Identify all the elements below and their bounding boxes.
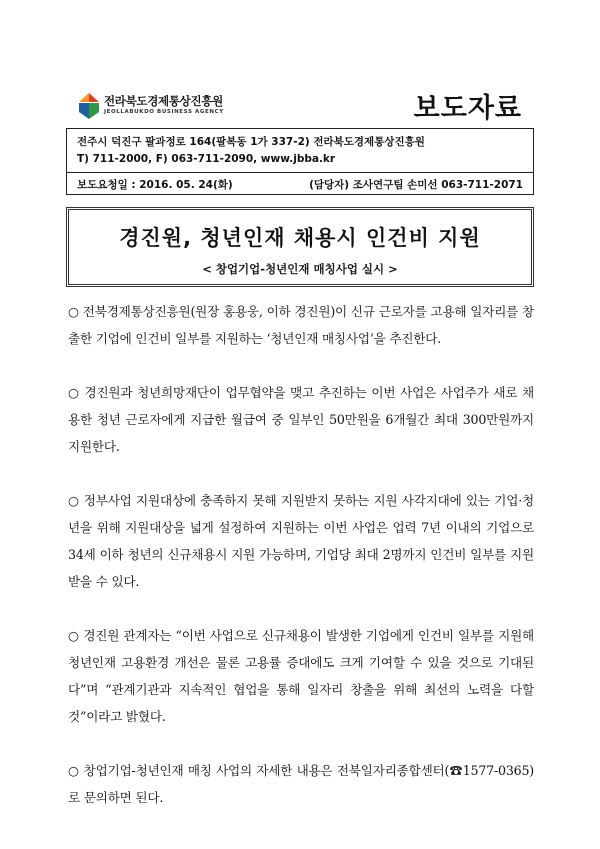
org-logo xyxy=(78,90,238,124)
contact-person: (담당자) 조사연구팀 손미선 063-711-2071 xyxy=(309,179,523,191)
org-logo-mark-icon xyxy=(78,92,100,120)
body-paragraph: ○ 전북경제통상진흥원(원장 홍용웅, 이하 경진원)이 신규 근로자를 고용해 일자리를 창출한 기업에 인건비 일부를 지원하는 ‘청년인재 매칭사업’을 추진한다. xyxy=(68,304,534,346)
body-paragraph: ○ 경진원 관계자는 “이번 사업으로 신규채용이 발생한 기업에게 인건비 일부를 지원해 청년인재 고용환경 개선은 물론 고용률 증대에도 크게 기여할 수 있을 것으로 기대된다”며 “관계기관과 지속적인 협업을 통해 일자리 창출을 위해 최선의 노력을 다할 것”이라고 밝혔다. xyxy=(68,628,534,724)
meta-row xyxy=(66,173,534,195)
page-title: 경진원, 청년인재 채용시 인건비 지원 xyxy=(119,226,481,250)
article-body xyxy=(68,298,534,838)
contact-address: 전주시 덕진구 팔과정로 164(팔복동 1가 337-2) 전라북도경제통상진흥원 xyxy=(77,136,425,148)
title-box xyxy=(66,207,534,287)
contact-phones: T) 711-2000, F) 063-711-2090, www.jbba.kr xyxy=(77,153,336,165)
page-subtitle: < 창업기업-청년인재 매칭사업 실시 > xyxy=(202,262,398,276)
org-name: 전라북도경제통상진흥원 xyxy=(104,94,223,108)
document-type-heading: 보도자료 xyxy=(413,93,522,124)
contact-box xyxy=(66,128,534,173)
body-paragraph: ○ 경진원과 청년희망재단이 업무협약을 맺고 추진하는 이번 사업은 사업주가 새로 채용한 청년 근로자에게 지급한 월급여 중 일부인 50만원을 6개월간 최대 300만원까지 지원한다. xyxy=(68,385,534,454)
org-name-english: JEOLLABUKDO BUSINESS AGENCY xyxy=(104,109,224,115)
body-paragraph: ○ 정부사업 지원대상에 충족하지 못해 지원받지 못하는 지원 사각지대에 있는 기업·청년을 위해 지원대상을 넓게 설정하여 지원하는 이번 사업은 업력 7년 이내의 기업으로 34세 이하 청년의 신규채용시 지원 가능하며, 기업당 최대 2명까지 인건비 일부를 지원받을 수 있다. xyxy=(68,493,534,589)
body-paragraph: ○ 창업기업-청년인재 매칭 사업의 자세한 내용은 전북일자리종합센터(☎1577-0365)로 문의하면 된다. xyxy=(68,763,534,805)
request-date: 보도요청일 : 2016. 05. 24(화) xyxy=(77,179,233,191)
